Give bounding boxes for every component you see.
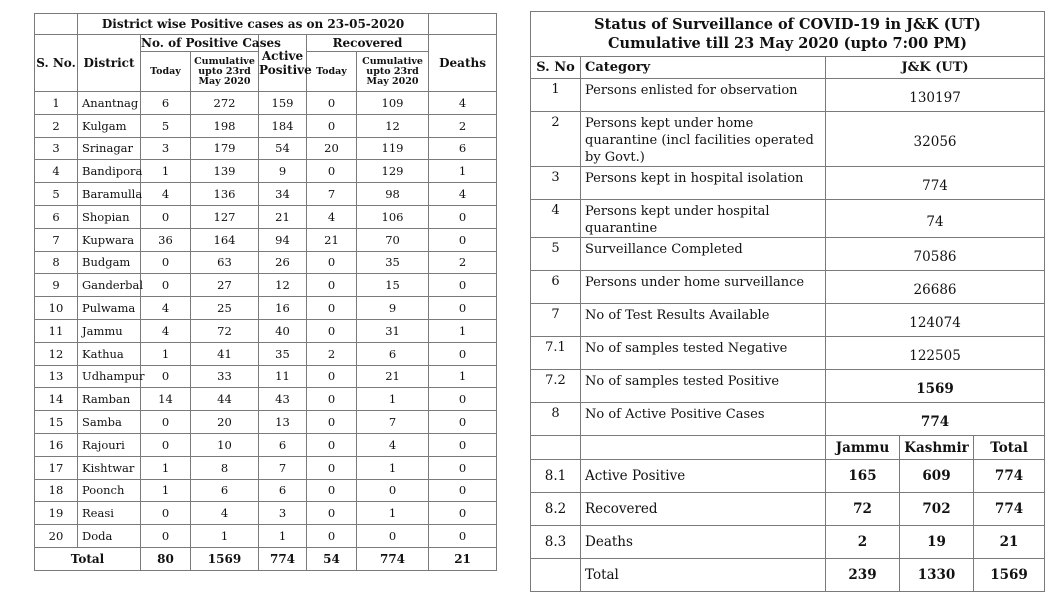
row-rec-cumulative: 1 bbox=[357, 388, 429, 411]
row-pos-today: 4 bbox=[141, 319, 191, 342]
row-pos-today: 0 bbox=[141, 502, 191, 525]
surveillance-title-line2: Cumulative till 23 May 2020 (upto 7:00 PM) bbox=[608, 35, 968, 52]
row-rec-today: 0 bbox=[307, 160, 357, 183]
row-deaths: 0 bbox=[429, 388, 497, 411]
row-rec-cumulative: 98 bbox=[357, 183, 429, 206]
table-row bbox=[35, 114, 497, 137]
row-sno: 2 bbox=[35, 114, 78, 137]
split-header-blank bbox=[531, 436, 581, 460]
row-sno: 7.1 bbox=[531, 337, 581, 370]
row-value: 32056 bbox=[826, 112, 1045, 167]
header-rec-today: Today bbox=[307, 52, 357, 92]
row-category: Persons kept under home quarantine (incl facilities operated by Govt.) bbox=[581, 112, 826, 167]
surveillance-row bbox=[531, 200, 1045, 238]
row-active: 21 bbox=[259, 205, 307, 228]
row-rec-cumulative: 1 bbox=[357, 456, 429, 479]
row-pos-cumulative: 27 bbox=[191, 274, 259, 297]
table-row bbox=[35, 456, 497, 479]
row-active: 9 bbox=[259, 160, 307, 183]
row-total: 21 bbox=[974, 526, 1045, 559]
row-district: Baramulla bbox=[78, 183, 141, 206]
row-pos-today: 4 bbox=[141, 183, 191, 206]
row-kashmir: 702 bbox=[900, 493, 974, 526]
row-rec-today: 20 bbox=[307, 137, 357, 160]
row-district: Poonch bbox=[78, 479, 141, 502]
row-sno: 3 bbox=[531, 167, 581, 200]
row-sno: 11 bbox=[35, 319, 78, 342]
row-sno: 12 bbox=[35, 342, 78, 365]
row-pos-cumulative: 6 bbox=[191, 479, 259, 502]
row-rec-today: 0 bbox=[307, 274, 357, 297]
table-row bbox=[35, 251, 497, 274]
surveillance-title bbox=[531, 12, 1045, 57]
row-total: 774 bbox=[974, 493, 1045, 526]
row-pos-today: 0 bbox=[141, 365, 191, 388]
row-sno: 5 bbox=[531, 238, 581, 271]
row-rec-today: 2 bbox=[307, 342, 357, 365]
row-category: Persons enlisted for observation bbox=[581, 79, 826, 112]
table-row bbox=[35, 137, 497, 160]
header-category: Category bbox=[581, 57, 826, 79]
table-row bbox=[35, 525, 497, 548]
row-district: Anantnag bbox=[78, 92, 141, 115]
row-active: 3 bbox=[259, 502, 307, 525]
row-jammu: 239 bbox=[826, 559, 900, 592]
district-table-title bbox=[35, 14, 78, 35]
row-district: Ganderbal bbox=[78, 274, 141, 297]
row-deaths: 0 bbox=[429, 433, 497, 456]
row-deaths: 0 bbox=[429, 411, 497, 434]
row-category: No of samples tested Positive bbox=[581, 370, 826, 403]
row-district: Pulwama bbox=[78, 297, 141, 320]
row-pos-cumulative: 25 bbox=[191, 297, 259, 320]
row-sno: 9 bbox=[35, 274, 78, 297]
row-pos-today: 0 bbox=[141, 251, 191, 274]
row-pos-today: 1 bbox=[141, 160, 191, 183]
row-rec-cumulative: 12 bbox=[357, 114, 429, 137]
surveillance-title-line1: Status of Surveillance of COVID-19 in J&K (UT) bbox=[594, 16, 981, 33]
row-rec-today: 0 bbox=[307, 319, 357, 342]
row-district: Kishtwar bbox=[78, 456, 141, 479]
row-pos-cumulative: 198 bbox=[191, 114, 259, 137]
row-total: 774 bbox=[974, 460, 1045, 493]
row-value: 774 bbox=[826, 167, 1045, 200]
row-category: Recovered bbox=[581, 493, 826, 526]
row-category: No of samples tested Negative bbox=[581, 337, 826, 370]
row-category: No of Active Positive Cases bbox=[581, 403, 826, 436]
row-district: Shopian bbox=[78, 205, 141, 228]
header-recovered-group: Recovered bbox=[307, 35, 429, 52]
row-rec-cumulative: 31 bbox=[357, 319, 429, 342]
row-rec-cumulative: 15 bbox=[357, 274, 429, 297]
row-sno: 8 bbox=[35, 251, 78, 274]
total-pos-cumulative: 1569 bbox=[191, 547, 259, 570]
row-sno: 20 bbox=[35, 525, 78, 548]
row-rec-today: 7 bbox=[307, 183, 357, 206]
header-district: District bbox=[78, 35, 141, 92]
surveillance-row bbox=[531, 337, 1045, 370]
row-rec-cumulative: 35 bbox=[357, 251, 429, 274]
row-active: 184 bbox=[259, 114, 307, 137]
row-rec-cumulative: 0 bbox=[357, 479, 429, 502]
row-active: 7 bbox=[259, 456, 307, 479]
row-rec-today: 0 bbox=[307, 456, 357, 479]
row-category: Total bbox=[581, 559, 826, 592]
row-deaths: 0 bbox=[429, 456, 497, 479]
row-rec-today: 0 bbox=[307, 251, 357, 274]
row-active: 34 bbox=[259, 183, 307, 206]
row-kashmir: 19 bbox=[900, 526, 974, 559]
row-pos-cumulative: 179 bbox=[191, 137, 259, 160]
header-total: Total bbox=[974, 436, 1045, 460]
row-pos-cumulative: 127 bbox=[191, 205, 259, 228]
row-active: 43 bbox=[259, 388, 307, 411]
row-pos-cumulative: 44 bbox=[191, 388, 259, 411]
header-pos-cumulative: Cumulative upto 23rd May 2020 bbox=[191, 52, 259, 92]
row-active: 16 bbox=[259, 297, 307, 320]
row-rec-cumulative: 6 bbox=[357, 342, 429, 365]
row-pos-today: 1 bbox=[141, 479, 191, 502]
row-pos-today: 0 bbox=[141, 274, 191, 297]
row-pos-cumulative: 136 bbox=[191, 183, 259, 206]
row-rec-today: 21 bbox=[307, 228, 357, 251]
row-total: 1569 bbox=[974, 559, 1045, 592]
row-sno: 16 bbox=[35, 433, 78, 456]
row-pos-cumulative: 272 bbox=[191, 92, 259, 115]
row-category: No of Test Results Available bbox=[581, 304, 826, 337]
row-district: Rajouri bbox=[78, 433, 141, 456]
total-rec-today: 54 bbox=[307, 547, 357, 570]
row-sno: 17 bbox=[35, 456, 78, 479]
row-rec-cumulative: 119 bbox=[357, 137, 429, 160]
row-jammu: 72 bbox=[826, 493, 900, 526]
row-value: 1569 bbox=[826, 370, 1045, 403]
header-pos-today: Today bbox=[141, 52, 191, 92]
row-sno: 15 bbox=[35, 411, 78, 434]
row-deaths: 0 bbox=[429, 228, 497, 251]
row-district: Bandipora bbox=[78, 160, 141, 183]
row-deaths: 1 bbox=[429, 365, 497, 388]
row-deaths: 0 bbox=[429, 274, 497, 297]
row-pos-cumulative: 1 bbox=[191, 525, 259, 548]
row-sno: 10 bbox=[35, 297, 78, 320]
row-sno: 8.3 bbox=[531, 526, 581, 559]
row-sno: 5 bbox=[35, 183, 78, 206]
row-pos-today: 4 bbox=[141, 297, 191, 320]
row-district: Kathua bbox=[78, 342, 141, 365]
row-sno: 7 bbox=[35, 228, 78, 251]
row-district: Srinagar bbox=[78, 137, 141, 160]
row-category: Surveillance Completed bbox=[581, 238, 826, 271]
row-district: Budgam bbox=[78, 251, 141, 274]
row-value: 130197 bbox=[826, 79, 1045, 112]
surveillance-row bbox=[531, 79, 1045, 112]
district-rows bbox=[35, 92, 497, 548]
row-deaths: 0 bbox=[429, 297, 497, 320]
row-deaths: 1 bbox=[429, 160, 497, 183]
table-row bbox=[35, 479, 497, 502]
row-sno: 14 bbox=[35, 388, 78, 411]
row-rec-cumulative: 7 bbox=[357, 411, 429, 434]
row-rec-today: 4 bbox=[307, 205, 357, 228]
row-pos-cumulative: 72 bbox=[191, 319, 259, 342]
header-kashmir: Kashmir bbox=[900, 436, 974, 460]
row-pos-cumulative: 20 bbox=[191, 411, 259, 434]
row-sno: 8 bbox=[531, 403, 581, 436]
total-active: 774 bbox=[259, 547, 307, 570]
row-value: 122505 bbox=[826, 337, 1045, 370]
row-pos-cumulative: 164 bbox=[191, 228, 259, 251]
table-row bbox=[35, 183, 497, 206]
row-pos-today: 0 bbox=[141, 433, 191, 456]
row-sno: 6 bbox=[35, 205, 78, 228]
row-value: 26686 bbox=[826, 271, 1045, 304]
surveillance-row bbox=[531, 238, 1045, 271]
table-row bbox=[35, 160, 497, 183]
row-active: 6 bbox=[259, 433, 307, 456]
table-row bbox=[35, 411, 497, 434]
row-rec-today: 0 bbox=[307, 388, 357, 411]
row-active: 35 bbox=[259, 342, 307, 365]
row-deaths: 4 bbox=[429, 183, 497, 206]
row-deaths: 2 bbox=[429, 114, 497, 137]
surveillance-row bbox=[531, 112, 1045, 167]
row-rec-today: 0 bbox=[307, 114, 357, 137]
row-sno: 19 bbox=[35, 502, 78, 525]
district-wise-table bbox=[34, 13, 497, 571]
row-rec-cumulative: 1 bbox=[357, 502, 429, 525]
row-rec-cumulative: 21 bbox=[357, 365, 429, 388]
table-row bbox=[35, 297, 497, 320]
row-rec-today: 0 bbox=[307, 297, 357, 320]
row-sno bbox=[531, 559, 581, 592]
row-sno: 7.2 bbox=[531, 370, 581, 403]
header-rec-cumulative: Cumulative upto 23rd May 2020 bbox=[357, 52, 429, 92]
row-deaths: 0 bbox=[429, 479, 497, 502]
row-rec-today: 0 bbox=[307, 411, 357, 434]
row-rec-today: 0 bbox=[307, 365, 357, 388]
row-active: 1 bbox=[259, 525, 307, 548]
row-pos-today: 0 bbox=[141, 411, 191, 434]
row-active: 6 bbox=[259, 479, 307, 502]
table-row bbox=[35, 433, 497, 456]
row-sno: 4 bbox=[531, 200, 581, 238]
row-district: Jammu bbox=[78, 319, 141, 342]
row-active: 94 bbox=[259, 228, 307, 251]
row-value: 124074 bbox=[826, 304, 1045, 337]
split-row bbox=[531, 559, 1045, 592]
header-active: Active Positive bbox=[259, 35, 307, 92]
split-header-blank-cat bbox=[581, 436, 826, 460]
row-sno: 1 bbox=[531, 79, 581, 112]
row-deaths: 6 bbox=[429, 137, 497, 160]
total-pos-today: 80 bbox=[141, 547, 191, 570]
row-pos-today: 1 bbox=[141, 342, 191, 365]
row-sno: 2 bbox=[531, 112, 581, 167]
row-pos-today: 5 bbox=[141, 114, 191, 137]
table-row bbox=[35, 92, 497, 115]
row-pos-cumulative: 63 bbox=[191, 251, 259, 274]
row-pos-cumulative: 41 bbox=[191, 342, 259, 365]
row-rec-today: 0 bbox=[307, 92, 357, 115]
row-pos-cumulative: 139 bbox=[191, 160, 259, 183]
surveillance-row bbox=[531, 370, 1045, 403]
row-category: Persons under home surveillance bbox=[581, 271, 826, 304]
header-jk-ut: J&K (UT) bbox=[826, 57, 1045, 79]
row-category: Persons kept in hospital isolation bbox=[581, 167, 826, 200]
row-pos-today: 6 bbox=[141, 92, 191, 115]
row-deaths: 0 bbox=[429, 502, 497, 525]
total-label: Total bbox=[35, 547, 141, 570]
row-district: Kulgam bbox=[78, 114, 141, 137]
header-deaths: Deaths bbox=[429, 35, 497, 92]
row-pos-today: 36 bbox=[141, 228, 191, 251]
row-pos-cumulative: 4 bbox=[191, 502, 259, 525]
split-row bbox=[531, 493, 1045, 526]
row-district: Udhampur bbox=[78, 365, 141, 388]
row-sno: 6 bbox=[531, 271, 581, 304]
row-pos-today: 1 bbox=[141, 456, 191, 479]
table-row bbox=[35, 205, 497, 228]
row-sno: 8.2 bbox=[531, 493, 581, 526]
row-rec-today: 0 bbox=[307, 433, 357, 456]
surveillance-row bbox=[531, 271, 1045, 304]
row-sno: 1 bbox=[35, 92, 78, 115]
table-row bbox=[35, 319, 497, 342]
row-kashmir: 1330 bbox=[900, 559, 974, 592]
surveillance-table bbox=[530, 11, 1045, 592]
row-active: 13 bbox=[259, 411, 307, 434]
row-sno: 8.1 bbox=[531, 460, 581, 493]
table-row bbox=[35, 502, 497, 525]
row-kashmir: 609 bbox=[900, 460, 974, 493]
split-row bbox=[531, 460, 1045, 493]
header-sno: S. No bbox=[531, 57, 581, 79]
total-rec-cumulative: 774 bbox=[357, 547, 429, 570]
row-active: 12 bbox=[259, 274, 307, 297]
surveillance-row bbox=[531, 304, 1045, 337]
row-rec-cumulative: 4 bbox=[357, 433, 429, 456]
table-row bbox=[35, 274, 497, 297]
row-sno: 13 bbox=[35, 365, 78, 388]
header-positive-group: No. of Positive Cases bbox=[141, 36, 281, 50]
row-district: Reasi bbox=[78, 502, 141, 525]
row-rec-cumulative: 70 bbox=[357, 228, 429, 251]
header-sno: S. No. bbox=[35, 35, 78, 92]
row-sno: 7 bbox=[531, 304, 581, 337]
table-row bbox=[35, 342, 497, 365]
row-rec-today: 0 bbox=[307, 479, 357, 502]
row-active: 54 bbox=[259, 137, 307, 160]
row-deaths: 2 bbox=[429, 251, 497, 274]
row-rec-cumulative: 0 bbox=[357, 525, 429, 548]
row-pos-cumulative: 8 bbox=[191, 456, 259, 479]
row-value: 74 bbox=[826, 200, 1045, 238]
row-sno: 18 bbox=[35, 479, 78, 502]
row-pos-cumulative: 10 bbox=[191, 433, 259, 456]
row-deaths: 0 bbox=[429, 525, 497, 548]
table-row bbox=[35, 228, 497, 251]
row-pos-today: 0 bbox=[141, 205, 191, 228]
row-deaths: 4 bbox=[429, 92, 497, 115]
row-active: 159 bbox=[259, 92, 307, 115]
row-sno: 3 bbox=[35, 137, 78, 160]
row-active: 40 bbox=[259, 319, 307, 342]
table-row bbox=[35, 388, 497, 411]
row-deaths: 1 bbox=[429, 319, 497, 342]
total-deaths: 21 bbox=[429, 547, 497, 570]
row-pos-cumulative: 33 bbox=[191, 365, 259, 388]
split-header-row bbox=[531, 436, 1045, 460]
row-jammu: 165 bbox=[826, 460, 900, 493]
row-rec-today: 0 bbox=[307, 502, 357, 525]
row-district: Ramban bbox=[78, 388, 141, 411]
row-active: 11 bbox=[259, 365, 307, 388]
table-row bbox=[35, 365, 497, 388]
row-jammu: 2 bbox=[826, 526, 900, 559]
row-district: Kupwara bbox=[78, 228, 141, 251]
row-deaths: 0 bbox=[429, 205, 497, 228]
total-row bbox=[35, 547, 497, 570]
row-sno: 4 bbox=[35, 160, 78, 183]
row-rec-cumulative: 9 bbox=[357, 297, 429, 320]
row-category: Deaths bbox=[581, 526, 826, 559]
row-pos-today: 3 bbox=[141, 137, 191, 160]
row-value: 70586 bbox=[826, 238, 1045, 271]
row-rec-cumulative: 129 bbox=[357, 160, 429, 183]
row-active: 26 bbox=[259, 251, 307, 274]
split-row bbox=[531, 526, 1045, 559]
row-rec-today: 0 bbox=[307, 525, 357, 548]
district-table-title-text: District wise Positive cases as on 23-05-2020 bbox=[78, 14, 429, 35]
row-deaths: 0 bbox=[429, 342, 497, 365]
row-pos-today: 14 bbox=[141, 388, 191, 411]
surveillance-row bbox=[531, 167, 1045, 200]
row-rec-cumulative: 109 bbox=[357, 92, 429, 115]
row-category: Active Positive bbox=[581, 460, 826, 493]
surveillance-row bbox=[531, 403, 1045, 436]
row-rec-cumulative: 106 bbox=[357, 205, 429, 228]
row-category: Persons kept under hospital quarantine bbox=[581, 200, 826, 238]
row-district: Doda bbox=[78, 525, 141, 548]
row-value: 774 bbox=[826, 403, 1045, 436]
header-jammu: Jammu bbox=[826, 436, 900, 460]
row-pos-today: 0 bbox=[141, 525, 191, 548]
row-district: Samba bbox=[78, 411, 141, 434]
